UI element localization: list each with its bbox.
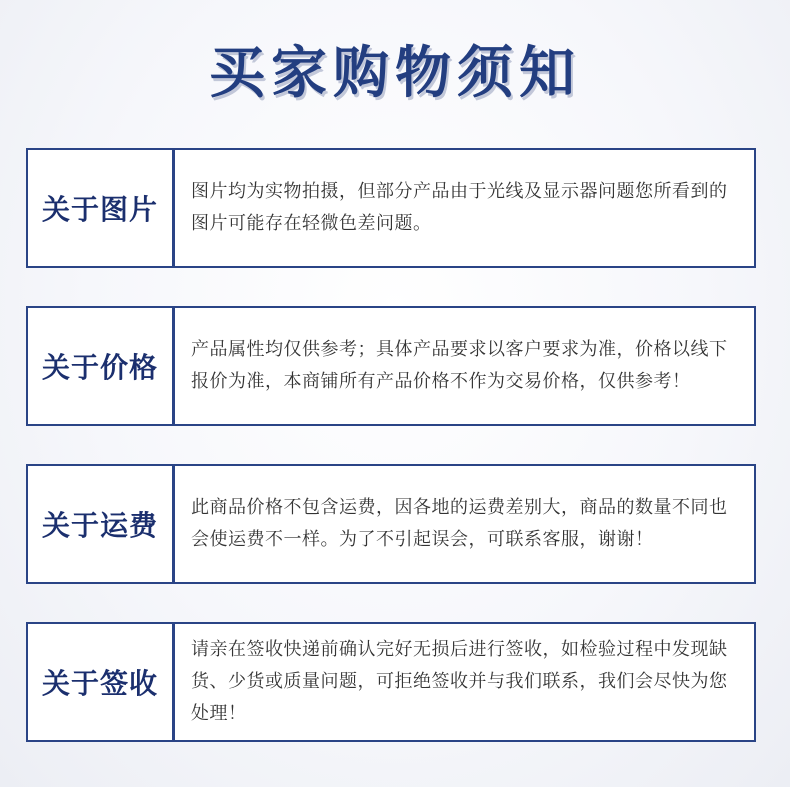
notice-text: 此商品价格不包含运费，因各地的运费差别大，商品的数量不同也会使运费不一样。为了不引起误会，可联系客服，谢谢！ (191, 497, 728, 550)
notice-receipt (26, 622, 756, 742)
notice-label: 关于签收 (28, 624, 175, 740)
notice-label: 关于图片 (28, 150, 175, 266)
notice-label: 关于运费 (28, 466, 175, 582)
notice-price (26, 306, 756, 426)
notice-text: 请亲在签收快递前确认完好无损后进行签收，如检验过程中发现缺货、少货或质量问题，可拒绝签收并与我们联系，我们会尽快为您处理！ (191, 639, 728, 724)
notice-text: 图片均为实物拍摄，但部分产品由于光线及显示器问题您所看到的图片可能存在轻微色差问题。 (191, 181, 728, 234)
notice-label: 关于价格 (28, 308, 175, 424)
page-title: 买家购物须知 (209, 40, 581, 106)
notice-images (26, 148, 756, 268)
notice-shipping (26, 464, 756, 584)
notice-text: 产品属性均仅供参考；具体产品要求以客户要求为准，价格以线下报价为准，本商铺所有产品价格不作为交易价格，仅供参考！ (191, 339, 728, 392)
